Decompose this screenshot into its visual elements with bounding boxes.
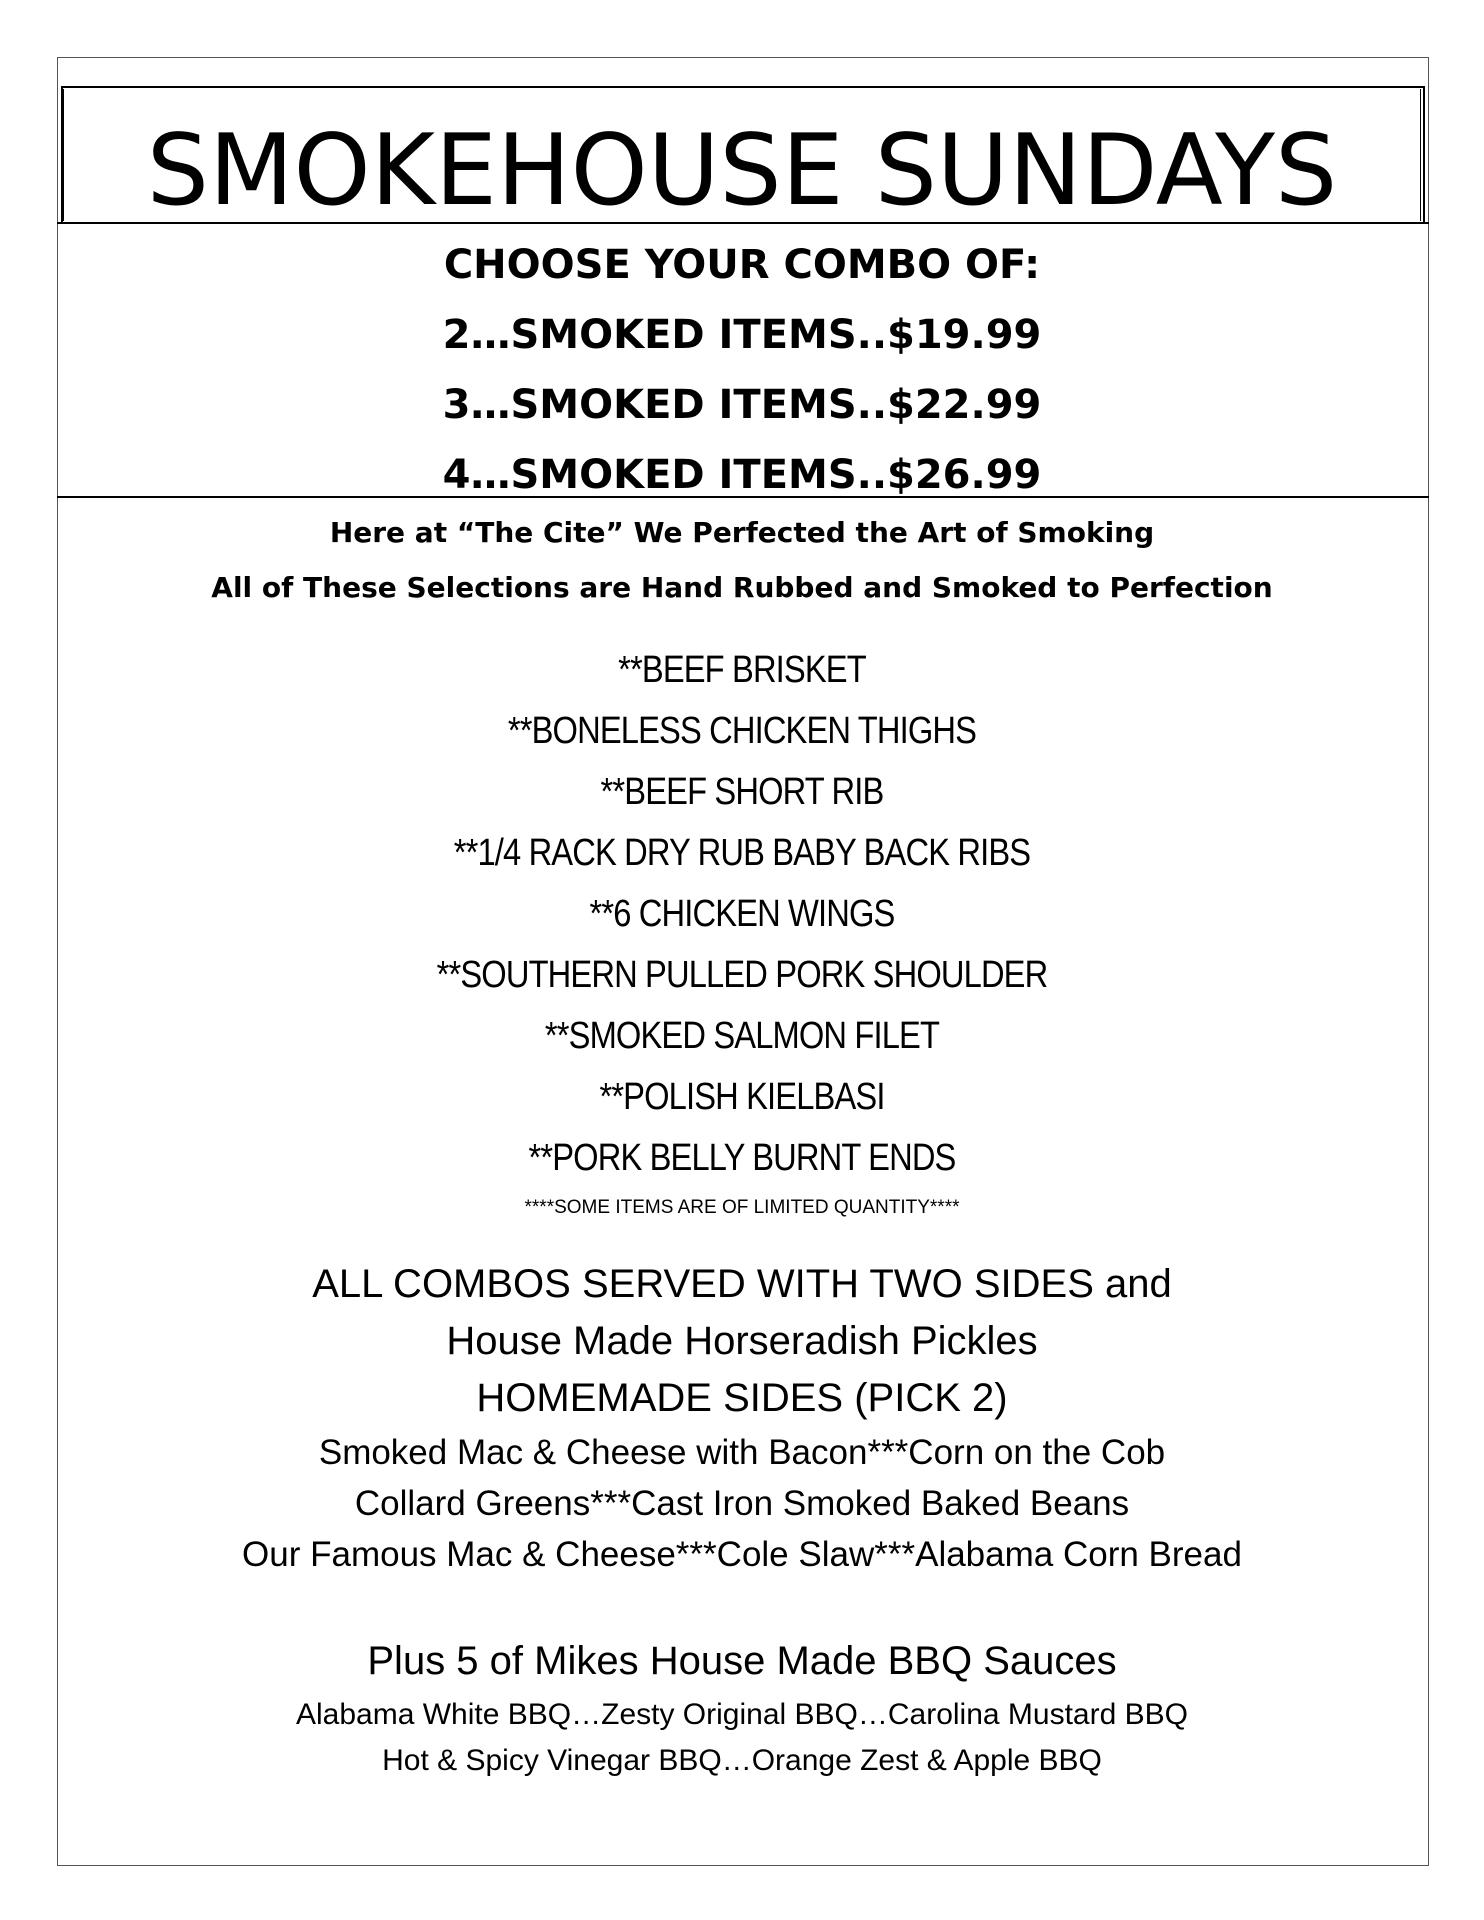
sauce-list-line: Alabama White BBQ…Zesty Original BBQ…Carolina Mustard BBQ	[296, 1698, 1188, 1731]
menu-item: **SMOKED SALMON FILET	[544, 1015, 940, 1057]
limited-quantity-note: ****SOME ITEMS ARE OF LIMITED QUANTITY****	[524, 1197, 960, 1218]
menu-item: **BONELESS CHICKEN THIGHS	[507, 710, 977, 752]
menu-item: **BEEF BRISKET	[618, 649, 866, 691]
menu-item: **POLISH KIELBASI	[599, 1076, 885, 1118]
menu-title: SMOKEHOUSE SUNDAYS	[146, 114, 1338, 228]
menu-item: **PORK BELLY BURNT ENDS	[528, 1137, 956, 1179]
menu-item: **6 CHICKEN WINGS	[589, 893, 895, 935]
sides-pickles: House Made Horseradish Pickles	[446, 1319, 1038, 1363]
sauce-list-line: Hot & Spicy Vinegar BBQ…Orange Zest & Apple BBQ	[382, 1744, 1102, 1777]
combo-heading: CHOOSE YOUR COMBO OF:	[443, 242, 1041, 288]
side-list-line: Our Famous Mac & Cheese***Cole Slaw***Alabama Corn Bread	[242, 1535, 1242, 1574]
sauces-heading: Plus 5 of Mikes House Made BBQ Sauces	[367, 1639, 1117, 1683]
combo-option: 4…SMOKED ITEMS..$26.99	[442, 452, 1042, 498]
menu-item: **1/4 RACK DRY RUB BABY BACK RIBS	[453, 832, 1031, 874]
side-list-line: Smoked Mac & Cheese with Bacon***Corn on the Cob	[318, 1433, 1166, 1472]
menu-item: **SOUTHERN PULLED PORK SHOULDER	[436, 954, 1048, 996]
intro-line: All of These Selections are Hand Rubbed and Smoked to Perfection	[211, 571, 1273, 604]
side-list-line: Collard Greens***Cast Iron Smoked Baked Beans	[354, 1484, 1130, 1523]
combo-option: 2…SMOKED ITEMS..$19.99	[442, 312, 1042, 358]
sides-heading: HOMEMADE SIDES (PICK 2)	[476, 1376, 1008, 1420]
intro-line: Here at “The Cite” We Perfected the Art of Smoking	[329, 516, 1155, 549]
sides-intro: ALL COMBOS SERVED WITH TWO SIDES and	[312, 1262, 1172, 1306]
combo-option: 3…SMOKED ITEMS..$22.99	[442, 382, 1042, 428]
menu-item: **BEEF SHORT RIB	[600, 771, 884, 813]
